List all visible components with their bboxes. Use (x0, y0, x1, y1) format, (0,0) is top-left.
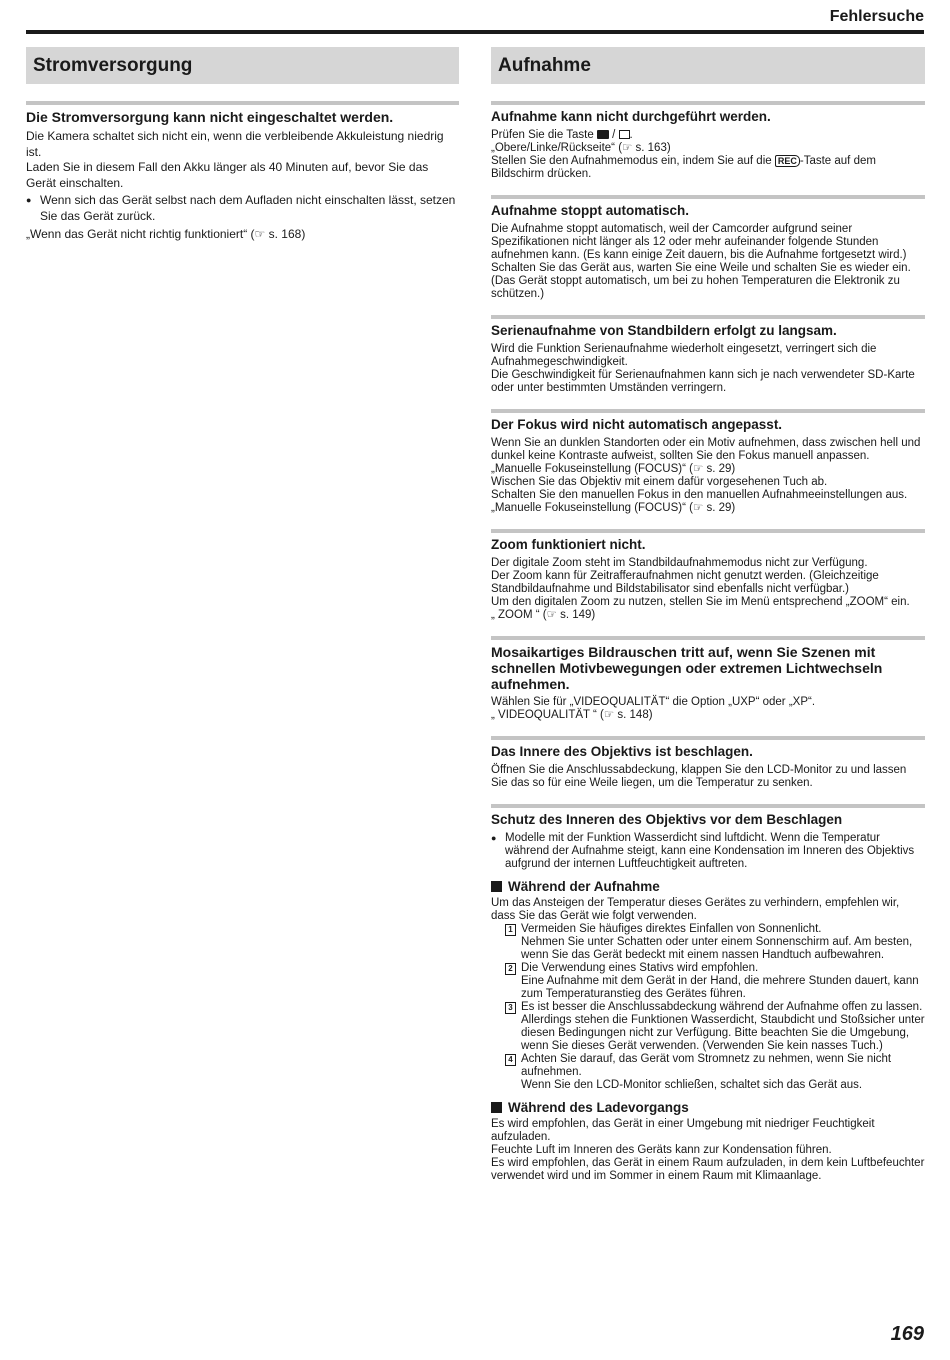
entry-zoom (491, 529, 925, 622)
section-heading-stromversorgung: Stromversorgung (26, 47, 459, 84)
entry-title: Aufnahme kann nicht durchgeführt werden. (491, 109, 771, 124)
bullet-item: ● Wenn sich das Gerät selbst nach dem Aufladen nicht einschalten lässt, setzen Sie das Gerät zurück. (26, 193, 459, 224)
step-number: 1 (505, 924, 516, 936)
step-number: 3 (505, 1002, 516, 1014)
paragraph: Feuchte Luft im Inneren des Geräts kann zur Kondensation führen. (491, 1144, 832, 1156)
entry-record-fail (491, 101, 925, 181)
paragraph: Die Geschwindigkeit für Serienaufnahmen kann sich je nach verwendeter SD-Karte oder unter bestimmten Umständen verringern. (491, 369, 915, 394)
reference-line[interactable]: „ VIDEOQUALITÄT “ (☞ s. 148) (491, 709, 653, 721)
reference-line (26, 227, 459, 243)
section-heading-aufnahme: Aufnahme (491, 47, 925, 84)
subheading-during-recording: Während der Aufnahme (491, 879, 925, 894)
entry-title: Die Stromversorgung kann nicht eingeschaltet werden. (26, 109, 394, 125)
bullet-item: ● Modelle mit der Funktion Wasserdicht sind luftdicht. Wenn die Temperatur während der Aufnahme steigt, kann eine Kondensation im Inneren des Objektivs aufgrund der internen Luftfeuchtigkeit auftreten. (491, 832, 925, 871)
square-bullet-icon (491, 1102, 502, 1113)
entry-power (26, 101, 459, 243)
entry-title: Aufnahme stoppt automatisch. (491, 203, 690, 218)
paragraph: Schalten Sie das Gerät aus, warten Sie eine Weile und schalten Sie es wieder ein. (Das Gerät stoppt automatisch, um bei zu hohen Temperaturen die Elektronik zu schützen.) (491, 262, 911, 300)
paragraph: Wählen Sie für „VIDEOQUALITÄT“ die Option „UXP“ oder „XP“. (491, 696, 816, 708)
video-camera-icon (597, 130, 609, 139)
still-camera-icon (619, 130, 630, 139)
entry-lens-protection (491, 804, 925, 1183)
entry-burst-slow (491, 315, 925, 395)
paragraph: Um das Ansteigen der Temperatur dieses Gerätes zu verhindern, empfehlen wir, dass Sie das Gerät wie folgt verwenden. (491, 897, 900, 922)
header-rule (26, 30, 924, 34)
paragraph: Um den digitalen Zoom zu nutzen, stellen Sie im Menü entsprechend „ZOOM“ ein. (491, 596, 910, 608)
rec-button-icon: REC (775, 155, 800, 167)
reference-line[interactable]: „ ZOOM “ (☞ s. 149) (491, 609, 596, 621)
paragraph: Wenn Sie an dunklen Standorten oder ein Motiv aufnehmen, dass zwischen hell und dunkel keine Kontraste aufweist, sollten Sie den Fokus manuell anpassen. (491, 437, 921, 462)
entry-title: Schutz des Inneren des Objektivs vor dem Beschlagen (491, 812, 843, 827)
paragraph: Wischen Sie das Objektiv mit einem dafür vorgesehenen Tuch ab. (491, 476, 828, 488)
paragraph: Öffnen Sie die Anschlussabdeckung, klappen Sie den LCD-Monitor zu und lassen Sie das so für eine Weile liegen, um die Temperatur zu senken. (491, 764, 907, 789)
entry-title: Mosaikartiges Bildrauschen tritt auf, wenn Sie Szenen mit schnellen Motivbewegungen oder extremen Lichtwechseln aufnehmen. (491, 644, 883, 692)
reference-line[interactable]: „Manuelle Fokuseinstellung (FOCUS)“ (☞ s. 29) (491, 463, 736, 475)
reference-page[interactable]: ☞ s. 168) (254, 227, 306, 241)
step-number: 2 (505, 963, 516, 975)
entry-auto-stop (491, 195, 925, 301)
numbered-step: 2 Die Verwendung eines Stativs wird empfohlen. Eine Aufnahme mit dem Gerät in der Hand, die mehrere Stunden dauert, kann zum Temperaturanstieg des Gerätes führen. (491, 962, 925, 1001)
paragraph: Laden Sie in diesem Fall den Akku länger als 40 Minuten auf, bevor Sie das Gerät einschalten. (26, 160, 429, 190)
paragraph: Die Kamera schaltet sich nicht ein, wenn die verbleibende Akkuleistung niedrig ist. (26, 129, 444, 159)
numbered-step: 3 Es ist besser die Anschlussabdeckung während der Aufnahme offen zu lassen. Allerdings stehen die Funktionen Wasserdicht, Staubdicht und Stoßsicher unter diesen Bedingungen nicht zur Verfügung. Bitte beachten Sie die Umgebung, wenn Sie dieses Gerät verwenden. (Verwenden Sie kein nasses Tuch.) (491, 1001, 925, 1053)
square-bullet-icon (491, 881, 502, 892)
step-number: 4 (505, 1054, 516, 1066)
entry-title: Zoom funktioniert nicht. (491, 537, 646, 552)
entry-title: Serienaufnahme von Standbildern erfolgt zu langsam. (491, 323, 837, 338)
reference-link[interactable]: „Wenn das Gerät nicht richtig funktioniert“ ( (26, 227, 255, 241)
page-header-title: Fehlersuche (829, 8, 924, 25)
paragraph: Der Zoom kann für Zeitrafferaufnahmen nicht genutzt werden. (Gleichzeitige Standbildaufnahme und Bildstabilisator sind ebenfalls nicht verfügbar.) (491, 570, 879, 595)
numbered-step: 4 Achten Sie darauf, das Gerät vom Stromnetz zu nehmen, wenn Sie nicht aufnehmen. Wenn Sie den LCD-Monitor schließen, schaltet sich das Gerät aus. (491, 1053, 925, 1092)
reference-line[interactable]: „Obere/Linke/Rückseite“ (☞ s. 163) (491, 142, 671, 154)
reference-line[interactable]: „Manuelle Fokuseinstellung (FOCUS)“ (☞ s. 29) (491, 502, 736, 514)
paragraph: Es wird empfohlen, das Gerät in einer Umgebung mit niedriger Feuchtigkeit aufzuladen. (491, 1118, 875, 1143)
subheading-during-charging: Während des Ladevorgangs (491, 1100, 925, 1115)
numbered-step: 1 Vermeiden Sie häufiges direktes Einfallen von Sonnenlicht. Nehmen Sie unter Schatten oder unter einem Sonnenschirm auf. Am besten, wenn Sie das Gerät bedeckt mit einem nassen Handtuch aufbewahren. (491, 923, 925, 962)
paragraph: Prüfen Sie die Taste / . (491, 129, 633, 141)
page-number: 169 (890, 1323, 924, 1345)
entry-title: Das Innere des Objektivs ist beschlagen. (491, 744, 753, 759)
entry-mosaic-noise (491, 636, 925, 722)
paragraph: Der digitale Zoom steht im Standbildaufnahmemodus nicht zur Verfügung. (491, 557, 868, 569)
right-column (491, 47, 925, 1197)
paragraph: Stellen Sie den Aufnahmemodus ein, indem Sie auf die REC -Taste auf dem Bildschirm drücken. (491, 155, 876, 180)
left-column (26, 47, 459, 257)
entry-lens-fog (491, 736, 925, 790)
paragraph: Schalten Sie den manuellen Fokus in den manuellen Aufnahmeeinstellungen aus. (491, 489, 908, 501)
paragraph: Wird die Funktion Serienaufnahme wiederholt eingesetzt, verringert sich die Aufnahmegeschwindigkeit. (491, 343, 877, 368)
entry-title: Der Fokus wird nicht automatisch angepasst. (491, 417, 783, 432)
entry-focus (491, 409, 925, 515)
paragraph: Es wird empfohlen, das Gerät in einem Raum aufzuladen, in dem kein Luftbefeuchter verwendet wird und im Sommer in einem Raum mit Klimaanlage. (491, 1157, 925, 1182)
paragraph: Die Aufnahme stoppt automatisch, weil der Camcorder aufgrund seiner Spezifikationen nicht länger als 12 oder mehr aufeinander folgende Stunden aufnehmen kann. (Es kann einige Zeit dauern, bis die Aufnahme fortgesetzt wird.) (491, 223, 907, 261)
